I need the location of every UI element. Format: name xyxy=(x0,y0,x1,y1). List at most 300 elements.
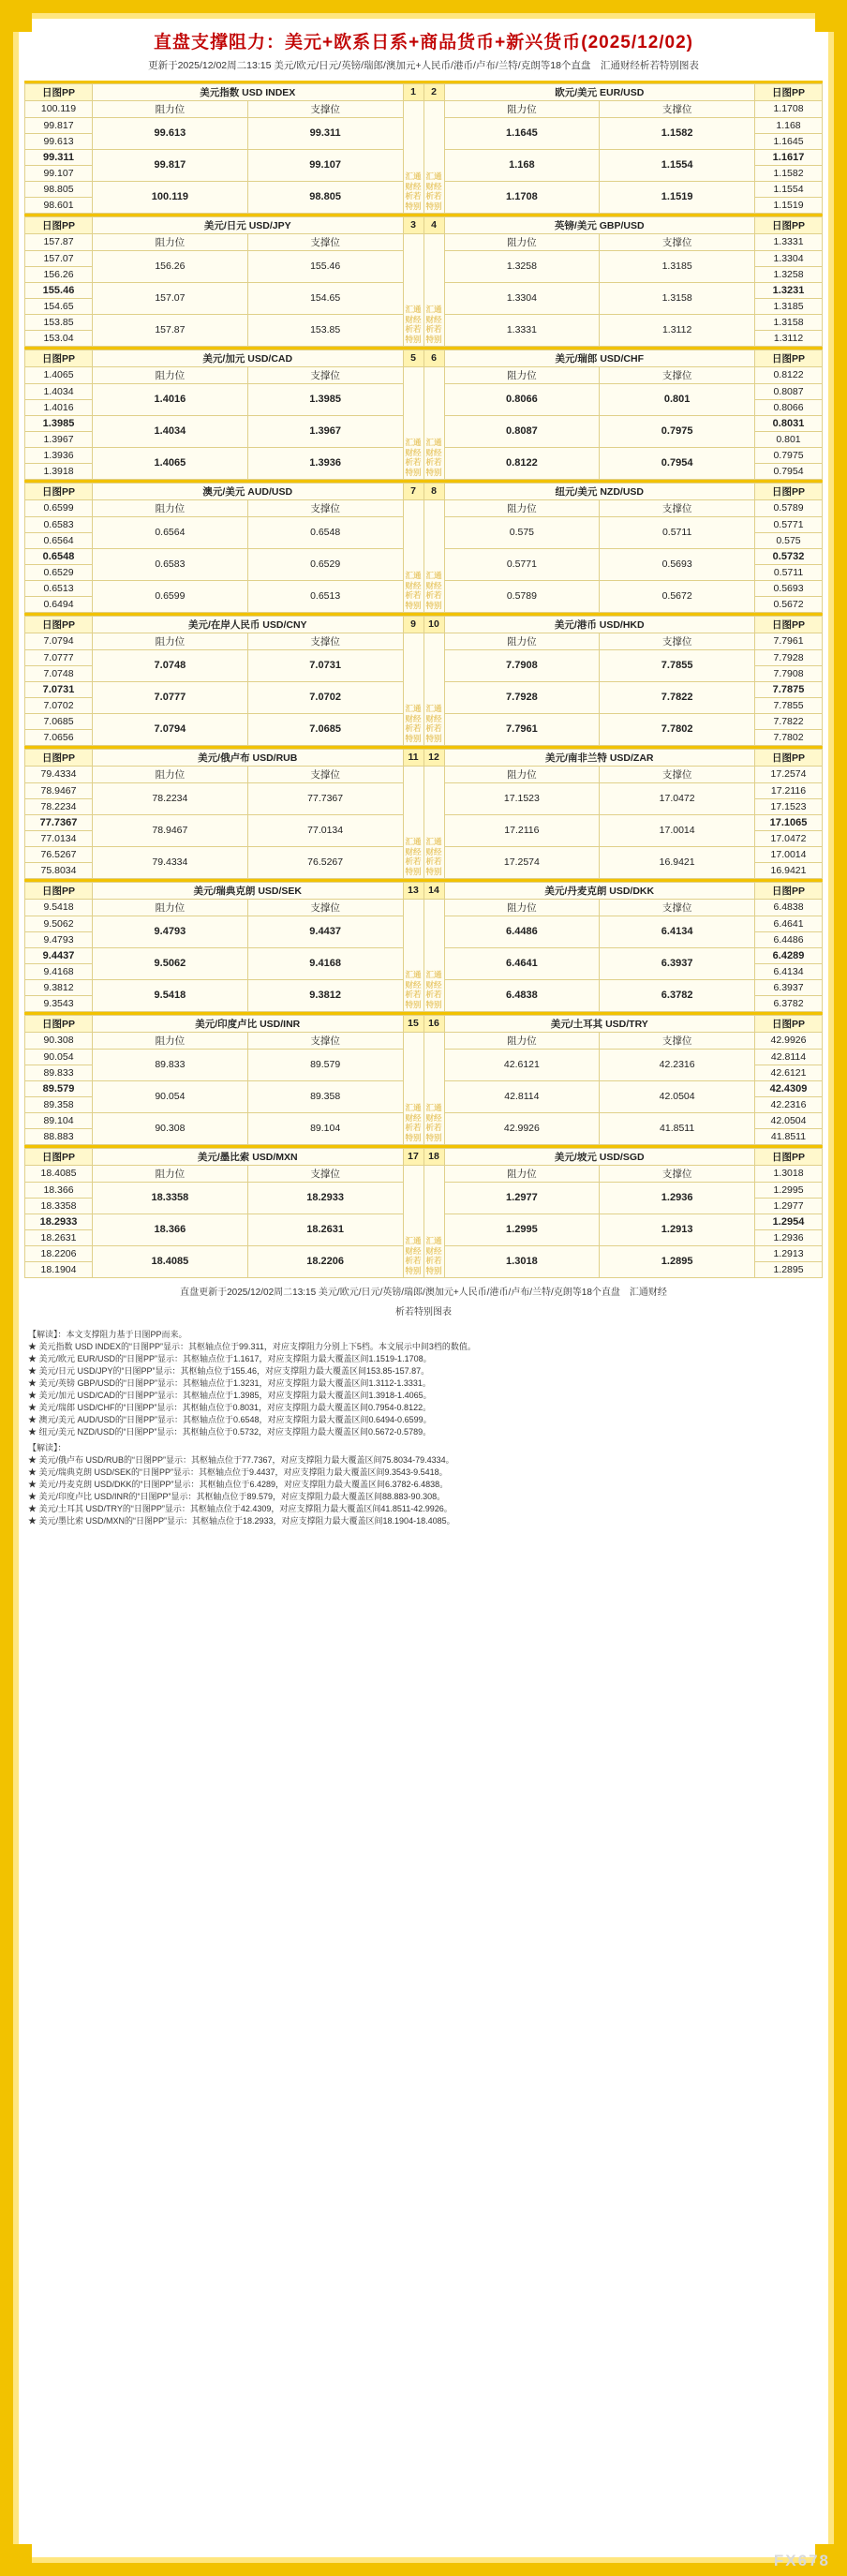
support-header-right: 支撑位 xyxy=(600,766,755,782)
pp-header-left: 日图PP xyxy=(25,1148,93,1165)
side-value: 88.883 xyxy=(25,1128,93,1144)
resistance-value-right: 17.1523 xyxy=(444,782,600,814)
side-value: 78.2234 xyxy=(25,798,93,814)
pair-name-right[interactable]: 欧元/美元 EUR/USD xyxy=(444,83,755,100)
note-item: ★ 美元指数 USD INDEX的“日图PP”显示：其枢轴点位于99.311，对应支撑阻力分别上下5档。本文展示中间3档的数值。 xyxy=(28,1341,476,1351)
pp-header-left: 日图PP xyxy=(25,83,93,100)
resistance-value-right: 1.1645 xyxy=(444,117,600,149)
watermark-cell-right xyxy=(424,499,444,612)
support-header-right: 支撑位 xyxy=(600,233,755,250)
support-header-left: 支撑位 xyxy=(247,633,403,649)
support-value-left: 153.85 xyxy=(247,314,403,346)
note-item: ★ 美元/加元 USD/CAD的“日图PP”显示：其枢轴点位于1.3985，对应支撑阻力最大覆盖区间1.3918-1.4065。 xyxy=(28,1390,432,1400)
pair-index-right: 10 xyxy=(424,616,444,633)
resistance-value-left: 156.26 xyxy=(93,250,248,282)
support-value-right: 1.2913 xyxy=(600,1214,755,1245)
side-value: 18.2631 xyxy=(25,1229,93,1245)
note-item: ★ 纽元/美元 NZD/USD的“日图PP”显示：其枢轴点位于0.5732，对应支撑阻力最大覆盖区间0.5672-0.5789。 xyxy=(28,1427,432,1437)
side-value: 0.8066 xyxy=(755,399,823,415)
pair-name-right[interactable]: 美元/港币 USD/HKD xyxy=(444,616,755,633)
note-item: ★ 美元/墨比索 USD/MXN的“日图PP”显示：其枢轴点位于18.2933，对应支撑阻力最大覆盖区间18.1904-18.4085。 xyxy=(28,1516,455,1526)
resistance-header-right: 阻力位 xyxy=(444,1032,600,1049)
side-value: 7.7802 xyxy=(755,729,823,745)
support-value-right: 6.3782 xyxy=(600,979,755,1011)
side-value: 98.601 xyxy=(25,197,93,213)
side-value: 18.1904 xyxy=(25,1261,93,1277)
side-value: 89.358 xyxy=(25,1096,93,1112)
resistance-header-right: 阻力位 xyxy=(444,499,600,516)
side-value: 99.311 xyxy=(25,149,93,165)
note-left xyxy=(24,1327,823,1440)
side-value: 0.7954 xyxy=(755,463,823,479)
side-value: 0.8087 xyxy=(755,383,823,399)
support-value-left: 18.2933 xyxy=(247,1182,403,1214)
pair-name-left[interactable]: 美元/俄卢布 USD/RUB xyxy=(93,749,404,766)
support-header-right: 支撑位 xyxy=(600,100,755,117)
resistance-value-left: 78.2234 xyxy=(93,782,248,814)
support-value-right: 1.1519 xyxy=(600,181,755,213)
side-value: 0.6529 xyxy=(25,564,93,580)
resistance-header-left: 阻力位 xyxy=(93,233,248,250)
pair-index-right: 18 xyxy=(424,1148,444,1165)
resistance-value-left: 157.07 xyxy=(93,282,248,314)
resistance-value-right: 6.4641 xyxy=(444,947,600,979)
side-value: 1.2936 xyxy=(755,1229,823,1245)
side-value: 77.7367 xyxy=(25,814,93,830)
support-value-right: 1.2936 xyxy=(600,1182,755,1214)
note-item: ★ 澳元/美元 AUD/USD的“日图PP”显示：其枢轴点位于0.6548，对应支撑阻力最大覆盖区间0.6494-0.6599。 xyxy=(28,1415,432,1425)
support-header-left: 支撑位 xyxy=(247,899,403,916)
page-title: 直盘支撑阻力：美元+欧系日系+商品货币+新兴货币(2025/12/02) xyxy=(153,33,694,52)
pair-index-left: 13 xyxy=(403,882,424,899)
pair-index-left: 1 xyxy=(403,83,424,100)
pair-name-right[interactable]: 英镑/美元 GBP/USD xyxy=(444,216,755,233)
side-value: 0.8122 xyxy=(755,366,823,383)
support-header-right: 支撑位 xyxy=(600,366,755,383)
support-value-right: 6.4134 xyxy=(600,916,755,947)
side-value: 154.65 xyxy=(25,298,93,314)
side-value: 0.6564 xyxy=(25,532,93,548)
support-value-left: 1.3985 xyxy=(247,383,403,415)
note-left-title: 【解读】：本文支撑阻力基于日图PP而来。 xyxy=(28,1329,187,1339)
side-value: 1.3112 xyxy=(755,330,823,346)
footer-line-2: 析若特别图表 xyxy=(395,1306,452,1318)
watermark-cell-right xyxy=(424,1165,444,1277)
resistance-header-right: 阻力位 xyxy=(444,766,600,782)
footer-note xyxy=(24,1278,823,1327)
support-value-left: 9.3812 xyxy=(247,979,403,1011)
support-value-left: 99.107 xyxy=(247,149,403,181)
note-item: ★ 美元/英镑 GBP/USD的“日图PP”显示：其枢轴点位于1.3231，对应支撑阻力最大覆盖区间1.3112-1.3331。 xyxy=(28,1377,431,1388)
support-value-left: 9.4168 xyxy=(247,947,403,979)
watermark-text: 汇通财经 析若特别 xyxy=(425,970,442,1010)
support-value-left: 0.6529 xyxy=(247,548,403,580)
side-value: 76.5267 xyxy=(25,846,93,862)
side-value: 0.6599 xyxy=(25,499,93,516)
resistance-header-right: 阻力位 xyxy=(444,633,600,649)
pair-name-left[interactable]: 美元/印度卢比 USD/INR xyxy=(93,1015,404,1032)
support-value-right: 1.1582 xyxy=(600,117,755,149)
side-value: 17.0014 xyxy=(755,846,823,862)
side-value: 0.575 xyxy=(755,532,823,548)
support-header-left: 支撑位 xyxy=(247,1165,403,1182)
pair-index-left: 11 xyxy=(403,749,424,766)
pp-header-right: 日图PP xyxy=(755,83,823,100)
pair-name-right[interactable]: 美元/坡元 USD/SGD xyxy=(444,1148,755,1165)
side-value: 79.4334 xyxy=(25,766,93,782)
side-value: 90.308 xyxy=(25,1032,93,1049)
side-value: 6.4134 xyxy=(755,963,823,979)
resistance-value-right: 17.2116 xyxy=(444,814,600,846)
support-value-left: 18.2206 xyxy=(247,1245,403,1277)
side-value: 98.805 xyxy=(25,181,93,197)
side-value: 7.0656 xyxy=(25,729,93,745)
side-value: 18.2933 xyxy=(25,1214,93,1229)
resistance-header-left: 阻力位 xyxy=(93,1032,248,1049)
side-value: 0.6494 xyxy=(25,596,93,612)
watermark-cell-left xyxy=(403,499,424,612)
pair-index-right: 14 xyxy=(424,882,444,899)
side-value: 1.3304 xyxy=(755,250,823,266)
support-value-right: 42.0504 xyxy=(600,1080,755,1112)
side-value: 157.07 xyxy=(25,250,93,266)
watermark-text: 汇通财经 析若特别 xyxy=(405,305,422,345)
pair-name-left[interactable]: 美元/瑞典克朗 USD/SEK xyxy=(93,882,404,899)
side-value: 1.2913 xyxy=(755,1245,823,1261)
watermark-text: 汇通财经 析若特别 xyxy=(405,438,422,478)
side-value: 1.3985 xyxy=(25,415,93,431)
resistance-value-left: 7.0748 xyxy=(93,649,248,681)
support-header-left: 支撑位 xyxy=(247,766,403,782)
resistance-header-left: 阻力位 xyxy=(93,633,248,649)
pair-name-left[interactable]: 澳元/美元 AUD/USD xyxy=(93,483,404,499)
resistance-value-left: 7.0794 xyxy=(93,713,248,745)
pair-name-right[interactable]: 美元/瑞郎 USD/CHF xyxy=(444,350,755,366)
watermark-cell-left xyxy=(403,766,424,878)
pp-header-left: 日图PP xyxy=(25,1015,93,1032)
note-item: ★ 美元/土耳其 USD/TRY的“日图PP”显示：其枢轴点位于42.4309，对应支撑阻力最大覆盖区间41.8511-42.9926。 xyxy=(28,1504,453,1514)
support-value-right: 6.3937 xyxy=(600,947,755,979)
note-item: ★ 美元/欧元 EUR/USD的“日图PP”显示：其枢轴点位于1.1617，对应支撑阻力最大覆盖区间1.1519-1.1708。 xyxy=(28,1353,432,1363)
side-value: 157.87 xyxy=(25,233,93,250)
side-value: 1.3967 xyxy=(25,431,93,447)
pair-name-right[interactable]: 美元/南非兰特 USD/ZAR xyxy=(444,749,755,766)
resistance-value-right: 0.5771 xyxy=(444,548,600,580)
watermark-cell-right xyxy=(424,233,444,346)
side-value: 17.0472 xyxy=(755,830,823,846)
watermark-text: 汇通财经 析若特别 xyxy=(425,171,442,212)
watermark-cell-left xyxy=(403,366,424,479)
resistance-value-left: 18.4085 xyxy=(93,1245,248,1277)
watermark-cell-left xyxy=(403,899,424,1011)
resistance-value-right: 7.7961 xyxy=(444,713,600,745)
support-value-left: 9.4437 xyxy=(247,916,403,947)
resistance-header-left: 阻力位 xyxy=(93,1165,248,1182)
side-value: 7.7855 xyxy=(755,697,823,713)
side-value: 99.107 xyxy=(25,165,93,181)
pp-header-right: 日图PP xyxy=(755,483,823,499)
resistance-value-right: 0.8087 xyxy=(444,415,600,447)
resistance-value-right: 1.3018 xyxy=(444,1245,600,1277)
support-header-left: 支撑位 xyxy=(247,100,403,117)
side-value: 42.8114 xyxy=(755,1049,823,1065)
watermark-text: 汇通财经 析若特别 xyxy=(425,305,442,345)
resistance-value-left: 0.6564 xyxy=(93,516,248,548)
side-value: 89.579 xyxy=(25,1080,93,1096)
resistance-value-right: 0.8066 xyxy=(444,383,600,415)
support-value-left: 1.3967 xyxy=(247,415,403,447)
support-header-left: 支撑位 xyxy=(247,366,403,383)
support-header-right: 支撑位 xyxy=(600,633,755,649)
pair-index-right: 16 xyxy=(424,1015,444,1032)
side-value: 156.26 xyxy=(25,266,93,282)
resistance-header-right: 阻力位 xyxy=(444,1165,600,1182)
pair-name-left[interactable]: 美元/日元 USD/JPY xyxy=(93,216,404,233)
resistance-value-left: 18.366 xyxy=(93,1214,248,1245)
side-value: 17.1523 xyxy=(755,798,823,814)
pair-name-right[interactable]: 美元/丹麦克朗 USD/DKK xyxy=(444,882,755,899)
watermark-text: 汇通财经 析若特别 xyxy=(425,571,442,611)
pp-header-right: 日图PP xyxy=(755,1015,823,1032)
support-value-left: 0.6513 xyxy=(247,580,403,612)
watermark-text: 汇通财经 析若特别 xyxy=(405,1236,422,1276)
side-value: 7.0794 xyxy=(25,633,93,649)
resistance-value-right: 17.2574 xyxy=(444,846,600,878)
resistance-value-right: 6.4838 xyxy=(444,979,600,1011)
pair-index-right: 8 xyxy=(424,483,444,499)
side-value: 7.0731 xyxy=(25,681,93,697)
watermark-text: 汇通财经 析若特别 xyxy=(405,571,422,611)
side-value: 0.6548 xyxy=(25,548,93,564)
side-value: 1.3158 xyxy=(755,314,823,330)
pair-block xyxy=(24,347,823,480)
side-value: 1.3018 xyxy=(755,1165,823,1182)
pp-header-left: 日图PP xyxy=(25,216,93,233)
resistance-value-left: 0.6599 xyxy=(93,580,248,612)
side-value: 7.7875 xyxy=(755,681,823,697)
side-value: 75.8034 xyxy=(25,862,93,878)
side-value: 1.4034 xyxy=(25,383,93,399)
side-value: 155.46 xyxy=(25,282,93,298)
side-value: 6.3782 xyxy=(755,995,823,1011)
resistance-value-left: 90.308 xyxy=(93,1112,248,1144)
resistance-value-left: 79.4334 xyxy=(93,846,248,878)
pp-header-right: 日图PP xyxy=(755,350,823,366)
support-value-right: 17.0014 xyxy=(600,814,755,846)
support-value-left: 76.5267 xyxy=(247,846,403,878)
resistance-value-right: 0.575 xyxy=(444,516,600,548)
side-value: 7.0702 xyxy=(25,697,93,713)
note-item: ★ 美元/俄卢布 USD/RUB的“日图PP”显示：其枢轴点位于77.7367，对应支撑阻力最大覆盖区间75.8034-79.4334。 xyxy=(28,1455,454,1466)
side-value: 1.1582 xyxy=(755,165,823,181)
side-value: 7.0685 xyxy=(25,713,93,729)
pp-header-left: 日图PP xyxy=(25,350,93,366)
support-value-right: 1.1554 xyxy=(600,149,755,181)
support-value-left: 7.0685 xyxy=(247,713,403,745)
watermark-cell-left xyxy=(403,100,424,213)
support-value-left: 89.104 xyxy=(247,1112,403,1144)
pp-header-right: 日图PP xyxy=(755,1148,823,1165)
support-value-right: 0.5672 xyxy=(600,580,755,612)
side-value: 7.0748 xyxy=(25,665,93,681)
support-value-right: 16.9421 xyxy=(600,846,755,878)
support-value-right: 1.3158 xyxy=(600,282,755,314)
side-value: 42.0504 xyxy=(755,1112,823,1128)
pair-index-left: 5 xyxy=(403,350,424,366)
watermark-cell-left xyxy=(403,1165,424,1277)
support-value-right: 0.7975 xyxy=(600,415,755,447)
side-value: 1.1708 xyxy=(755,100,823,117)
pair-block xyxy=(24,1145,823,1278)
support-value-right: 17.0472 xyxy=(600,782,755,814)
pair-name-right[interactable]: 美元/土耳其 USD/TRY xyxy=(444,1015,755,1032)
pair-name-right[interactable]: 纽元/美元 NZD/USD xyxy=(444,483,755,499)
side-value: 99.613 xyxy=(25,133,93,149)
pair-name-left[interactable]: 美元/在岸人民币 USD/CNY xyxy=(93,616,404,633)
support-value-left: 99.311 xyxy=(247,117,403,149)
watermark-text: 汇通财经 析若特别 xyxy=(405,970,422,1010)
resistance-header-left: 阻力位 xyxy=(93,366,248,383)
resistance-value-right: 6.4486 xyxy=(444,916,600,947)
side-value: 1.2895 xyxy=(755,1261,823,1277)
side-value: 7.7961 xyxy=(755,633,823,649)
support-value-left: 1.3936 xyxy=(247,447,403,479)
side-value: 42.4309 xyxy=(755,1080,823,1096)
support-value-left: 77.7367 xyxy=(247,782,403,814)
resistance-value-left: 89.833 xyxy=(93,1049,248,1080)
pair-index-left: 7 xyxy=(403,483,424,499)
resistance-header-right: 阻力位 xyxy=(444,100,600,117)
side-value: 9.4793 xyxy=(25,931,93,947)
resistance-value-left: 1.4016 xyxy=(93,383,248,415)
resistance-value-left: 9.5418 xyxy=(93,979,248,1011)
support-value-left: 7.0702 xyxy=(247,681,403,713)
pair-name-left[interactable]: 美元/墨比索 USD/MXN xyxy=(93,1148,404,1165)
pair-index-left: 15 xyxy=(403,1015,424,1032)
side-value: 1.3918 xyxy=(25,463,93,479)
watermark-cell-right xyxy=(424,100,444,213)
pair-block xyxy=(24,81,823,214)
side-value: 7.7928 xyxy=(755,649,823,665)
side-value: 42.2316 xyxy=(755,1096,823,1112)
support-value-left: 18.2631 xyxy=(247,1214,403,1245)
side-value: 0.801 xyxy=(755,431,823,447)
pp-header-right: 日图PP xyxy=(755,882,823,899)
support-header-right: 支撑位 xyxy=(600,499,755,516)
side-value: 90.054 xyxy=(25,1049,93,1065)
resistance-value-left: 0.6583 xyxy=(93,548,248,580)
resistance-value-right: 42.6121 xyxy=(444,1049,600,1080)
side-value: 18.3358 xyxy=(25,1198,93,1214)
side-value: 78.9467 xyxy=(25,782,93,798)
side-value: 0.7975 xyxy=(755,447,823,463)
resistance-value-left: 9.5062 xyxy=(93,947,248,979)
support-value-left: 154.65 xyxy=(247,282,403,314)
resistance-header-left: 阻力位 xyxy=(93,766,248,782)
support-header-right: 支撑位 xyxy=(600,899,755,916)
watermark-cell-left xyxy=(403,633,424,745)
resistance-header-left: 阻力位 xyxy=(93,899,248,916)
side-value: 7.7822 xyxy=(755,713,823,729)
support-value-right: 42.2316 xyxy=(600,1049,755,1080)
watermark-text: 汇通财经 析若特别 xyxy=(405,837,422,877)
note-right-title: 【解读】： xyxy=(28,1443,67,1453)
pair-index-left: 3 xyxy=(403,216,424,233)
side-value: 0.6583 xyxy=(25,516,93,532)
note-item: ★ 美元/瑞郎 USD/CHF的“日图PP”显示：其枢轴点位于0.8031，对应支撑阻力最大覆盖区间0.7954-0.8122。 xyxy=(28,1402,432,1412)
resistance-value-left: 90.054 xyxy=(93,1080,248,1112)
support-value-right: 7.7822 xyxy=(600,681,755,713)
support-value-right: 0.5711 xyxy=(600,516,755,548)
watermark-cell-right xyxy=(424,899,444,1011)
pair-index-left: 9 xyxy=(403,616,424,633)
side-value: 6.4486 xyxy=(755,931,823,947)
pair-blocks-container xyxy=(24,81,823,1278)
resistance-value-right: 1.2995 xyxy=(444,1214,600,1245)
note-right xyxy=(24,1440,823,1529)
watermark-brand: FX678 xyxy=(773,2552,830,2569)
side-value: 6.4838 xyxy=(755,899,823,916)
support-value-right: 1.3112 xyxy=(600,314,755,346)
footer-line-1: 直盘更新于2025/12/02周二13:15 美元/欧元/日元/英镑/瑞郎/澳加元+人民币/港币/卢布/兰特/克朗等18个直盘 汇通财经 xyxy=(180,1287,667,1298)
side-value: 1.1617 xyxy=(755,149,823,165)
watermark-cell-right xyxy=(424,766,444,878)
support-header-left: 支撑位 xyxy=(247,499,403,516)
resistance-header-right: 阻力位 xyxy=(444,366,600,383)
side-value: 1.3258 xyxy=(755,266,823,282)
support-value-right: 1.2895 xyxy=(600,1245,755,1277)
side-value: 9.4168 xyxy=(25,963,93,979)
support-value-right: 0.5693 xyxy=(600,548,755,580)
watermark-text: 汇通财经 析若特别 xyxy=(425,704,442,744)
side-value: 99.817 xyxy=(25,117,93,133)
resistance-header-left: 阻力位 xyxy=(93,499,248,516)
watermark-text: 汇通财经 析若特别 xyxy=(405,1103,422,1143)
pair-name-left[interactable]: 美元/加元 USD/CAD xyxy=(93,350,404,366)
side-value: 16.9421 xyxy=(755,862,823,878)
resistance-value-right: 7.7928 xyxy=(444,681,600,713)
side-value: 18.4085 xyxy=(25,1165,93,1182)
watermark-cell-right xyxy=(424,366,444,479)
resistance-value-left: 1.4034 xyxy=(93,415,248,447)
watermark-text: 汇通财经 析若特别 xyxy=(405,171,422,212)
watermark-cell-right xyxy=(424,633,444,745)
side-value: 17.2574 xyxy=(755,766,823,782)
resistance-value-left: 157.87 xyxy=(93,314,248,346)
side-value: 1.168 xyxy=(755,117,823,133)
resistance-header-right: 阻力位 xyxy=(444,233,600,250)
pair-block xyxy=(24,613,823,746)
note-item: ★ 美元/丹麦克朗 USD/DKK的“日图PP”显示：其枢轴点位于6.4289，对应支撑阻力最大覆盖区间6.3782-6.4838。 xyxy=(28,1480,449,1490)
side-value: 1.4016 xyxy=(25,399,93,415)
support-value-left: 98.805 xyxy=(247,181,403,213)
resistance-value-right: 1.1708 xyxy=(444,181,600,213)
support-value-left: 89.579 xyxy=(247,1049,403,1080)
pair-name-left[interactable]: 美元指数 USD INDEX xyxy=(93,83,404,100)
pair-block xyxy=(24,879,823,1012)
support-value-left: 89.358 xyxy=(247,1080,403,1112)
resistance-value-left: 9.4793 xyxy=(93,916,248,947)
resistance-value-left: 99.817 xyxy=(93,149,248,181)
side-value: 0.5693 xyxy=(755,580,823,596)
side-value: 17.2116 xyxy=(755,782,823,798)
resistance-value-right: 42.8114 xyxy=(444,1080,600,1112)
watermark-cell-left xyxy=(403,1032,424,1144)
side-value: 0.8031 xyxy=(755,415,823,431)
support-value-right: 0.7954 xyxy=(600,447,755,479)
support-value-right: 7.7855 xyxy=(600,649,755,681)
resistance-value-right: 0.8122 xyxy=(444,447,600,479)
